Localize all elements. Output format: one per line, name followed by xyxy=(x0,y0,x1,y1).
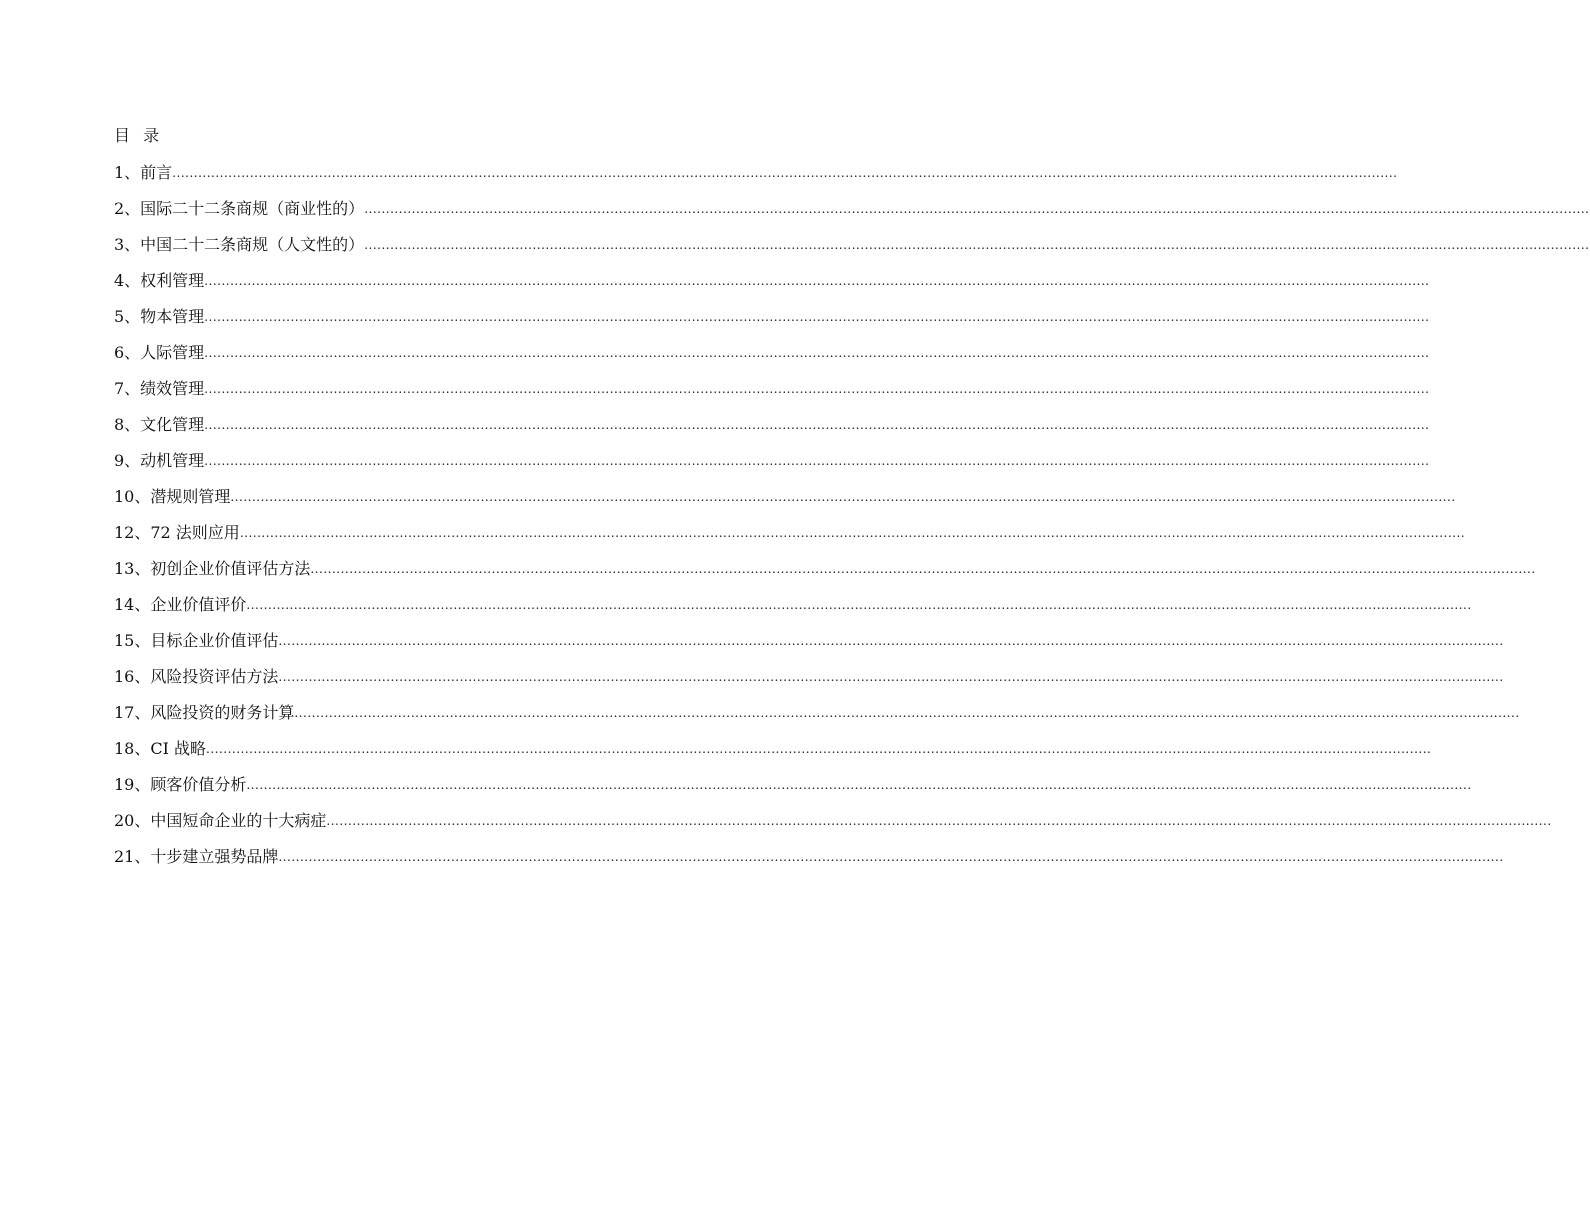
toc-entry xyxy=(114,738,1432,774)
toc-dot-leader: ............................................................................................................................................................................................................................................................................................ xyxy=(204,310,1430,324)
toc-entry-label: 5、物本管理 xyxy=(114,307,205,326)
toc-entry xyxy=(114,846,1504,882)
toc-entry-label: 17、风险投资的财务计算 xyxy=(114,703,295,722)
toc-dot-leader: ............................................................................................................................................................................................................................................................................................ xyxy=(204,274,1430,288)
toc-dot-leader: ............................................................................................................................................................................................................................................................................................ xyxy=(204,454,1430,468)
toc-entry xyxy=(114,162,1398,198)
toc-entry xyxy=(114,558,1536,594)
toc-dot-leader: ............................................................................................................................................................................................................................................................................................ xyxy=(294,706,1520,720)
toc-dot-leader: ............................................................................................................................................................................................................................................................................................ xyxy=(246,778,1472,792)
toc-entry-label: 4、权利管理 xyxy=(114,271,205,290)
toc-entry-label: 19、顾客价值分析 xyxy=(114,775,247,794)
toc-entry xyxy=(114,630,1504,666)
toc-entry-label: 8、文化管理 xyxy=(114,415,205,434)
toc-list xyxy=(114,162,1590,882)
toc-entry xyxy=(114,450,1430,486)
toc-dot-leader: ............................................................................................................................................................................................................................................................................................ xyxy=(246,598,1472,612)
toc-entry-label: 7、绩效管理 xyxy=(114,379,205,398)
toc-entry xyxy=(114,306,1430,342)
toc-entry xyxy=(114,234,1590,270)
toc-entry xyxy=(114,774,1472,810)
toc-dot-leader: ............................................................................................................................................................................................................................................................................................ xyxy=(204,346,1430,360)
toc-title: 目 录 xyxy=(114,126,164,145)
toc-entry-label: 2、国际二十二条商规（商业性的） xyxy=(114,199,365,218)
toc-dot-leader: ............................................................................................................................................................................................................................................................................................ xyxy=(326,814,1552,828)
toc-dot-leader: ............................................................................................................................................................................................................................................................................................ xyxy=(364,202,1590,216)
toc-dot-leader: ............................................................................................................................................................................................................................................................................................ xyxy=(278,634,1504,648)
toc-entry-label: 13、初创企业价值评估方法 xyxy=(114,559,311,578)
toc-dot-leader: ............................................................................................................................................................................................................................................................................................ xyxy=(364,238,1590,252)
toc-entry xyxy=(114,198,1590,234)
toc-dot-leader: ............................................................................................................................................................................................................................................................................................ xyxy=(278,670,1504,684)
toc-dot-leader: ............................................................................................................................................................................................................................................................................................ xyxy=(204,418,1430,432)
toc-entry-label: 18、CI 战略 xyxy=(114,739,207,758)
toc-entry-label: 16、风险投资评估方法 xyxy=(114,667,279,686)
toc-entry xyxy=(114,810,1552,846)
toc-dot-leader: ............................................................................................................................................................................................................................................................................................ xyxy=(239,526,1466,540)
toc-entry-label: 10、潜规则管理 xyxy=(114,487,231,506)
toc-entry xyxy=(114,414,1430,450)
toc-entry-label: 20、中国短命企业的十大病症 xyxy=(114,811,327,830)
toc-entry-label: 12、72 法则应用 xyxy=(114,523,240,542)
toc-entry xyxy=(114,702,1520,738)
toc-entry xyxy=(114,666,1504,702)
toc-entry xyxy=(114,270,1430,306)
toc-entry xyxy=(114,486,1456,522)
toc-entry-label: 3、中国二十二条商规（人文性的） xyxy=(114,235,365,254)
toc-entry-label: 15、目标企业价值评估 xyxy=(114,631,279,650)
toc-entry-label: 14、企业价值评价 xyxy=(114,595,247,614)
toc-entry xyxy=(114,522,1466,558)
toc-dot-leader: ............................................................................................................................................................................................................................................................................................ xyxy=(278,850,1504,864)
toc-entry xyxy=(114,378,1430,414)
toc-entry-label: 9、动机管理 xyxy=(114,451,205,470)
toc-entry xyxy=(114,342,1430,378)
toc-entry xyxy=(114,594,1472,630)
toc-dot-leader: ............................................................................................................................................................................................................................................................................................ xyxy=(206,742,1432,756)
toc-entry-label: 21、十步建立强势品牌 xyxy=(114,847,279,866)
toc-dot-leader: ............................................................................................................................................................................................................................................................................................ xyxy=(204,382,1430,396)
toc-dot-leader: ............................................................................................................................................................................................................................................................................................ xyxy=(230,490,1456,504)
toc-dot-leader: ............................................................................................................................................................................................................................................................................................ xyxy=(172,166,1398,180)
toc-entry-label: 6、人际管理 xyxy=(114,343,205,362)
toc-dot-leader: ............................................................................................................................................................................................................................................................................................ xyxy=(310,562,1536,576)
toc-entry-label: 1、前言 xyxy=(114,163,173,182)
